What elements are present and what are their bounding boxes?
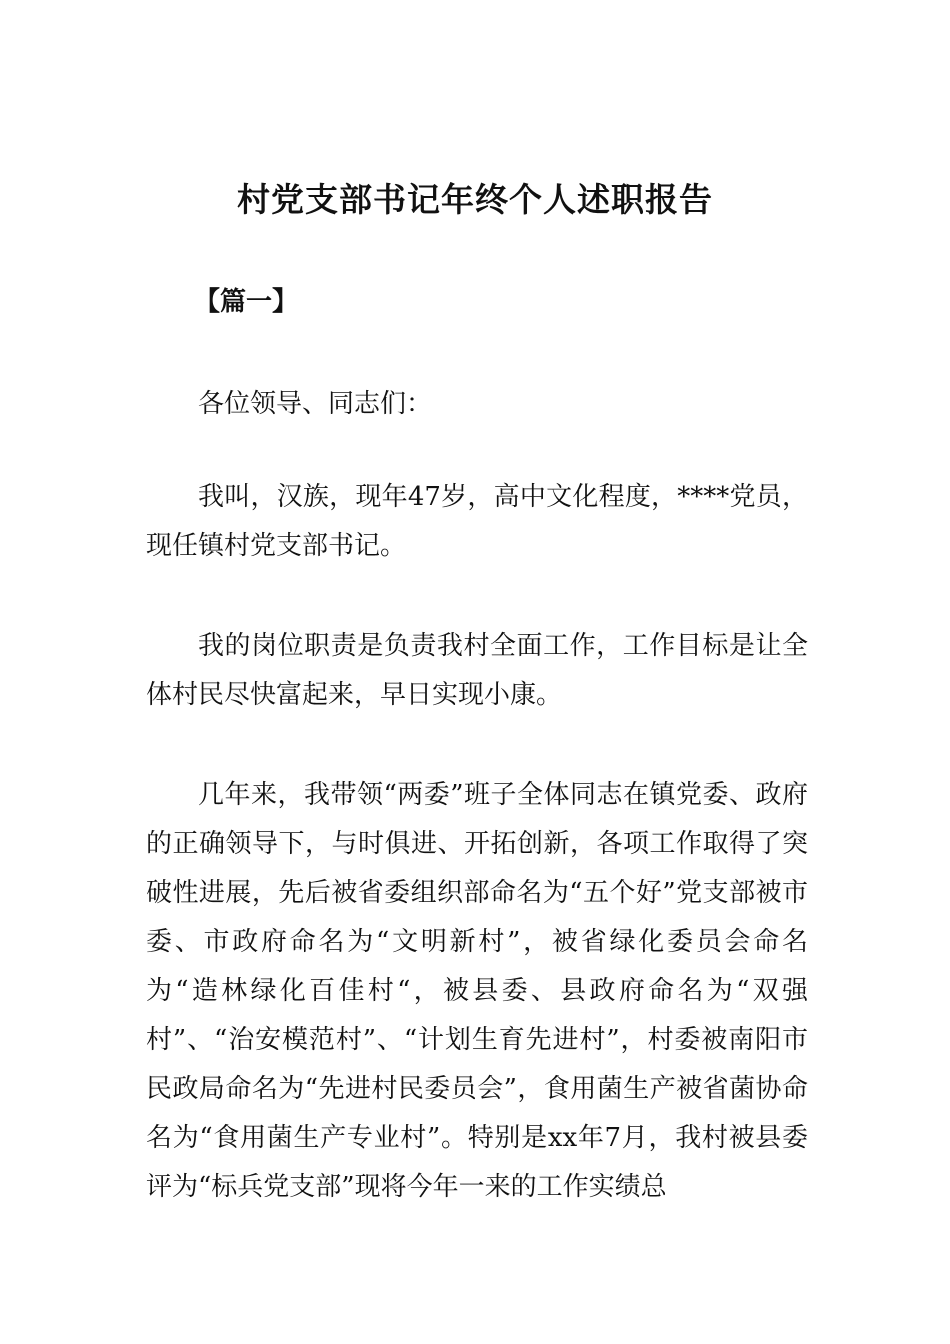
paragraph-3: 几年来，我带领“两委”班子全体同志在镇党委、政府的正确领导下，与时俱进、开拓创新，各项工作取得了突破性进展，先后被省委组织部命名为“五个好”党支部被市委、市政府命名为“文明新村”，被省绿化委员会命名为“造林绿化百佳村“，被县委、县政府命名为“双强村”、“治安模范村”、“计划生育先进村”，村委被南阳市民政局命名为“先进村民委员会”，食用菌生产被省菌协命名为“食用菌生产专业村”。特别是xx年7月，我村被县委评为“标兵党支部”现将今年一来的工作实绩总: [146, 780, 808, 1202]
document-title: 村党支部书记年终个人述职报告: [237, 180, 713, 219]
section-label: 【篇一】: [194, 287, 299, 317]
greeting-paragraph: 各位领导、同志们：: [198, 389, 433, 419]
paragraph-1: 我叫，汉族，现年47岁，高中文化程度，****党员，现任镇村党支部书记。: [146, 482, 808, 561]
paragraph-2: 我的岗位职责是负责我村全面工作，工作目标是让全体村民尽快富起来，早日实现小康。: [146, 631, 808, 710]
